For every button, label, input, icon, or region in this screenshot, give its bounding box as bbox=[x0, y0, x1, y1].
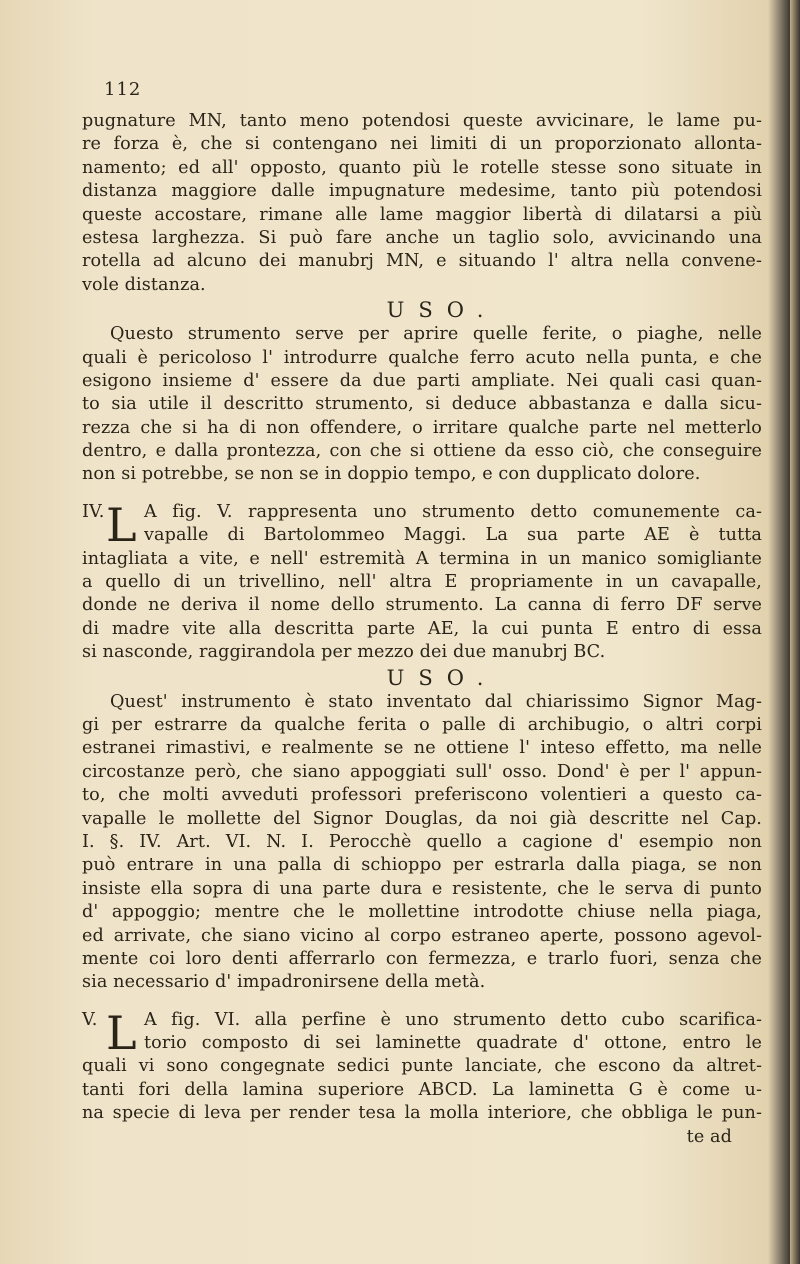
text-line: A fig. V. rappresenta uno strumento detto comunemente ca- bbox=[144, 501, 762, 522]
paragraph-1 bbox=[82, 110, 762, 297]
text-line: vapalle di Bartolommeo Maggi. La sua parte AE è tutta bbox=[144, 525, 762, 546]
text-line: Questo strumento serve per aprire quelle ferite, o piaghe, nelle bbox=[110, 324, 762, 345]
text-line: estranei rimastivi, e realmente se ne ottiene l' inteso effetto, ma nelle bbox=[82, 738, 762, 759]
text-line: non si potrebbe, se non se in doppio tempo, e con dupplicato dolore. bbox=[82, 464, 701, 485]
text-line: namento; ed all' opposto, quanto più le rotelle stesse sono situate in bbox=[82, 157, 762, 178]
drop-cap: L bbox=[106, 1005, 137, 1060]
paragraph-3 bbox=[82, 691, 762, 995]
text-line: queste accostare, rimane alle lame maggior libertà di dilatarsi a più bbox=[82, 204, 762, 225]
section-number: IV. bbox=[82, 501, 105, 522]
catchword: te ad bbox=[686, 1126, 732, 1147]
text-line: si nasconde, raggirandola per mezzo dei due manubrj BC. bbox=[82, 642, 606, 663]
text-line: esigono insieme d' essere da due parti ampliate. Nei quali casi quan- bbox=[82, 370, 762, 391]
text-line: distanza maggiore dalle impugnature medesime, tanto più potendosi bbox=[82, 181, 762, 202]
text-line: può entrare in una palla di schioppo per estrarla dalla piaga, se non bbox=[82, 855, 762, 876]
page-edge bbox=[790, 0, 800, 1264]
text-line: A fig. VI. alla perfine è uno strumento detto cubo scarifica- bbox=[144, 1009, 762, 1030]
text-line: estesa larghezza. Si può fare anche un taglio solo, avvicinando una bbox=[82, 227, 762, 248]
section-iv bbox=[82, 497, 762, 665]
section-heading-uso: USO. bbox=[386, 665, 498, 690]
text-line: torio composto di sei laminette quadrate d' ottone, entro le bbox=[144, 1033, 762, 1054]
text-line: a quello di un trivellino, nell' altra E propriamente in un cavapalle, bbox=[82, 572, 762, 593]
text-line: quali vi sono congegnate sedici punte lanciate, che escono da altret- bbox=[82, 1056, 762, 1077]
section-number: V. bbox=[82, 1009, 98, 1030]
text-line: donde ne deriva il nome dello strumento. La canna di ferro DF serve bbox=[82, 595, 762, 616]
text-line: intagliata a vite, e nell' estremità A termina in un manico somigliante bbox=[82, 548, 762, 569]
text-line: insiste ella sopra di una parte dura e resistente, che le serva di punto bbox=[82, 878, 762, 899]
page-number: 112 bbox=[104, 79, 142, 100]
text-line: d' appoggio; mentre che le mollettine introdotte chiuse nella piaga, bbox=[82, 902, 762, 923]
paragraph-2 bbox=[82, 323, 762, 487]
text-line: vole distanza. bbox=[82, 274, 206, 295]
text-line: I. §. IV. Art. VI. N. I. Perocchè quello a cagione d' esempio non bbox=[82, 831, 762, 852]
text-line: to sia utile il descritto strumento, si deduce abbastanza e dalla sicu- bbox=[82, 394, 762, 415]
text-line: mente coi loro denti afferrarlo con fermezza, e trarlo fuori, senza che bbox=[82, 948, 762, 969]
text-line: circostanze però, che siano appoggiati sull' osso. Dond' è per l' appun- bbox=[82, 761, 762, 782]
text-line: Quest' instrumento è stato inventato dal chiarissimo Signor Mag- bbox=[110, 691, 762, 712]
drop-cap: L bbox=[106, 497, 137, 552]
text-line: ed arrivate, che siano vicino al corpo estraneo aperte, possono agevol- bbox=[82, 925, 762, 946]
text-line: quali è pericoloso l' introdurre qualche ferro acuto nella punta, e che bbox=[82, 347, 762, 368]
text-line: pugnature MN, tanto meno potendosi queste avvicinare, le lame pu- bbox=[82, 111, 762, 131]
section-v bbox=[82, 1005, 762, 1126]
text-line: na specie di leva per render tesa la molla interiore, che obbliga le pun- bbox=[82, 1103, 762, 1124]
text-line: vapalle le mollette del Signor Douglas, da noi già descritte nel Cap. bbox=[82, 808, 762, 829]
text-line: rezza che si ha di non offendere, o irritare qualche parte nel metterlo bbox=[82, 417, 762, 438]
text-line: re forza è, che si contengano nei limiti di un proporzionato allonta- bbox=[82, 134, 762, 155]
text-line: to, che molti avveduti professori preferiscono volentieri a questo ca- bbox=[82, 785, 762, 806]
text-line: dentro, e dalla prontezza, con che si ottiene da esso ciò, che conseguire bbox=[82, 441, 762, 462]
text-line: di madre vite alla descritta parte AE, la cui punta E entro di essa bbox=[82, 618, 762, 639]
text-line: rotella ad alcuno dei manubrj MN, e situando l' altra nella convene- bbox=[82, 251, 762, 272]
section-heading-uso: USO. bbox=[386, 298, 498, 323]
page-text bbox=[82, 78, 762, 1149]
text-line: gi per estrarre da qualche ferita o palle di archibugio, o altri corpi bbox=[82, 714, 762, 735]
text-line: tanti fori della lamina superiore ABCD. La laminetta G è come u- bbox=[82, 1079, 762, 1100]
text-line: sia necessario d' impadronirsene della metà. bbox=[82, 972, 486, 993]
